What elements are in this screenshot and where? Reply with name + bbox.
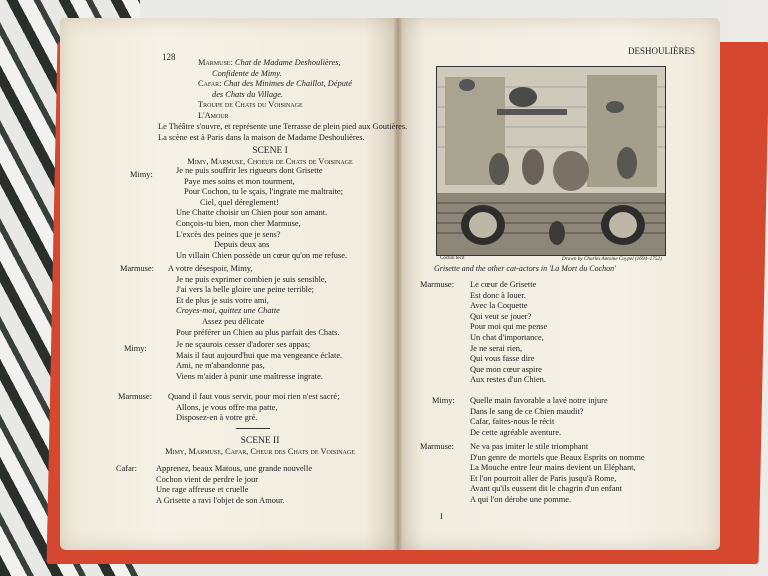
speaker-name: Mimy: [130,170,153,179]
speaker-name: Mimy: [124,344,147,353]
scene-title: SCENE I [252,146,288,156]
cast-name: Marmuse: [198,58,233,67]
cat-on-roof [459,79,475,91]
verse-block: Ne va pas imiter le stile triomphant D'un genre de mortels que Beaux Esprits on nomme La Mouche entre leur mains devient un Eléphant, Et l'on pourroit aller de Paris jusqu'à Rome, Avant qu'ils eussent dit le chagrin d'un enfant A qui l'on dérobe une pomme. [470,442,645,504]
cat-seated [549,221,565,245]
cat-actor [489,153,509,185]
verse-block: Le cœur de Grisette Est donc à louer. Avec la Coquette Qui veut se jouer? Pour moi qui me pense Un chat d'importance, Je ne serai rien, Qui vous fasse dire Que mon cœur aspire Aux restes d'un Chien. [470,280,548,385]
verse-block: Quand il faut vous servir, pour moi rien n'est sacré; Allons, je vous offre ma patte, Disposez-en à votre gré. [168,392,340,423]
cupid-figure [509,87,537,107]
grisette-figure [553,151,589,191]
speaker-name: Cafar: [116,464,137,473]
speaker-name: Marmuse: [420,442,454,451]
verse-block: Je ne puis souffrir les rigueurs dont Grisette Paye mes soins et mon tourment, Pour Cochon, tu le sçais, l'ingrate me maltraite; Ciel, quel déreglement! Une Chatte choisir un Chien pour son amant. Conçois-tu bien, mon cher Marmuse, L'excès des peines que je sens? Depuis deux ans Un villain Chien possède un cœur qu'on me refuse. [176,166,348,260]
engraving-svg [437,67,665,255]
cat-on-roof [606,101,624,113]
scene-title: SCENE II [240,436,280,446]
verse-block: Je ne sçaurois cesser d'adorer ses appas; Mais il faut aujourd'hui que ma vengeance éclate. Ami, ne m'abandonne pas, Viens m'aider à punir une maîtresse ingrate. [176,340,343,381]
section-divider [236,428,270,429]
book-gutter [394,18,402,550]
scene-cast: Mimy, Marmuse, Cafar, Cheur des Chats de Voisinage [165,447,355,456]
artist-credit: Drawn by Charles Antoine Coypel (1694–1752) [562,256,662,262]
scene-cast: Mimy, Marmuse, Choeur de Chats de Voisinage [187,157,353,166]
signature-mark: I [440,512,443,521]
verse-block: Quelle main favorable a lavé notre injure Dans le sang de ce Chien maudit? Cafar, faites-nous le récit De cette agréable aventure. [470,396,608,437]
verse-block: A votre désespoir, Mimy, Je ne puis exprimer combien je suis sensible, J'ai vers la belle gloire une peine terrible; Et de plus je suis votre ami, Croyes-moi, quittez une Chatte Assez peu délicate Pour préférer un Chien au plus parfait des Chats. [168,264,340,337]
speaker-name: Marmuse: [120,264,154,273]
engraver-credit: Cochin fecit [440,256,465,261]
engraving-illustration [436,66,666,256]
speaker-name: Marmuse: [420,280,454,289]
stage-direction: Le Théâtre s'ouvre, et représente une Terrasse de plein pied aux Goutières. La scène est à Paris dans la maison de Madame Deshoulières. [158,122,408,142]
verse-block: Apprenez, beaux Matous, une grande nouvelle Cochon vient de perdre le jour Une rage affreuse et cruelle A Grisette a ravi l'objet de son Amour. [156,464,313,505]
page-number: 128 [162,52,176,62]
cast-list: Marmuse: Chat de Madame Deshoulières, Confidente de Mimy. Cafar: Chat des Minimes de Chaillot, Député des Chats du Village. Troupe de Chats du Voisinage L'Amour [198,58,352,120]
speaker-name: Marmuse: [118,392,152,401]
speaker-name: Mimy: [432,396,455,405]
cat-actor [617,147,637,179]
beam [497,109,567,115]
running-head: DESHOULIÈRES [628,46,695,56]
cat-actor [522,149,544,185]
figure-caption: Grisette and the other cat-actors in 'La Mort du Cochon' [434,264,616,273]
